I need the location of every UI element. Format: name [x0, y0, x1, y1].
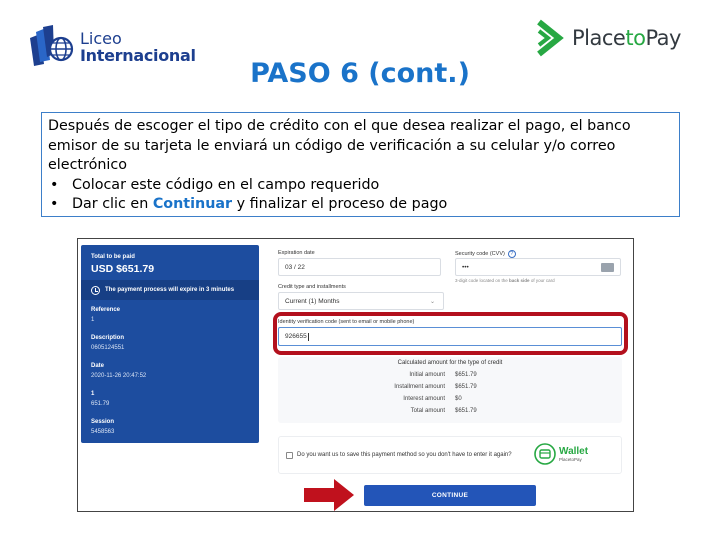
calc-value: $651.79: [455, 384, 477, 390]
save-method-text: Do you want us to save this payment method so you don't have to enter it again?: [297, 452, 512, 458]
calc-value: $651.79: [455, 408, 477, 414]
session-label: Session: [91, 419, 115, 425]
card-back-icon: [601, 263, 614, 272]
credit-type-select[interactable]: [278, 292, 444, 310]
instruction-bullet-2: [48, 195, 673, 215]
session-value: 5458563: [91, 429, 115, 435]
wallet-logo: [534, 443, 588, 465]
page-title: PASO 6 (cont.): [250, 58, 470, 89]
bullet-text: Colocar este código en el campo requerido: [72, 176, 380, 193]
clock-icon: [91, 286, 100, 295]
total-label: Total to be paid: [91, 254, 135, 260]
security-hint-pre: 3-digit code located on the: [455, 278, 510, 283]
credit-type-value: Current (1) Months: [285, 297, 340, 305]
ptp-word-to: to: [625, 26, 646, 50]
calculated-amount-panel: [278, 357, 622, 423]
instruction-paragraph: Después de escoger el tipo de crédito con el que desea realizar el pago, el banco emisor de su tarjeta le enviará un código de verificación a su celular y/o correo electrónico: [48, 118, 631, 174]
placetopay-chevron-icon: [534, 18, 568, 58]
payment-summary-panel: [81, 245, 259, 443]
date-label: Date: [91, 363, 105, 369]
expiry-timer: [81, 280, 259, 300]
security-label: Security code (CVV): [455, 251, 505, 257]
ptp-word-place: Place: [572, 26, 626, 50]
liceo-logo-line2: Internacional: [80, 46, 196, 65]
liceo-logo-line1: Liceo: [80, 29, 122, 48]
total-amount: USD $651.79: [91, 263, 155, 275]
credit-type-label: Credit type and installments: [278, 284, 346, 290]
security-code-input[interactable]: [455, 258, 621, 276]
identity-code-label: Identity verification code (sent to email or mobile phone): [278, 319, 415, 325]
expiration-input[interactable]: 03 / 22: [278, 258, 441, 276]
payment-screenshot: [77, 238, 634, 512]
help-icon[interactable]: ?: [508, 250, 516, 258]
reference-value: 1: [91, 317, 95, 323]
security-hint-post: of your card: [529, 278, 555, 283]
calc-value: $0: [455, 396, 462, 402]
chevron-down-icon: ⌄: [429, 299, 435, 305]
placetopay-logo: [534, 18, 681, 58]
wallet-title: Wallet: [559, 445, 589, 457]
reference-label: Reference: [91, 307, 121, 313]
calc-label: Installment amount: [394, 384, 445, 390]
field1-value: 651.79: [91, 401, 110, 407]
security-label-row: [455, 250, 516, 258]
identity-code-value: 926655: [285, 333, 307, 340]
save-method-checkbox[interactable]: [286, 452, 293, 459]
bullet-marker: •: [50, 176, 59, 193]
security-hint: [455, 278, 555, 283]
bullet-text-post: y finalizar el proceso de pago: [232, 196, 448, 213]
calc-label: Initial amount: [409, 372, 445, 378]
save-payment-method: [278, 436, 622, 474]
instruction-box: [41, 112, 680, 217]
description-value: 0605124551: [91, 345, 125, 351]
calc-label: Interest amount: [403, 396, 445, 402]
red-arrow-icon: [304, 479, 356, 511]
wallet-icon: [534, 443, 556, 465]
continuar-highlight: Continuar: [152, 196, 233, 213]
date-value: 2020-11-26 20:47:52: [91, 373, 147, 379]
continue-button[interactable]: CONTINUE: [364, 485, 536, 506]
bullet-text: [72, 195, 447, 215]
calc-label: Total amount: [410, 408, 445, 414]
instruction-bullet-1: [48, 176, 673, 196]
field1-label: 1: [91, 391, 95, 397]
calc-heading: Calculated amount for the type of credit: [397, 360, 503, 366]
security-hint-bold: back side: [509, 278, 530, 283]
placetopay-wordmark: [572, 26, 681, 50]
text-cursor: [308, 333, 309, 341]
identity-code-input[interactable]: [278, 327, 622, 346]
calc-value: $651.79: [455, 372, 477, 378]
ptp-word-pay: Pay: [645, 26, 681, 50]
bullet-marker: •: [50, 196, 59, 213]
expiration-label: Expiration date: [278, 250, 315, 256]
timer-text: The payment process will expire in 3 minutes: [105, 287, 235, 293]
wallet-subtitle: PlacetoPay: [559, 456, 582, 462]
security-code-value: •••: [462, 263, 469, 271]
bullet-text-pre: Dar clic en: [72, 196, 153, 213]
description-label: Description: [91, 335, 125, 341]
